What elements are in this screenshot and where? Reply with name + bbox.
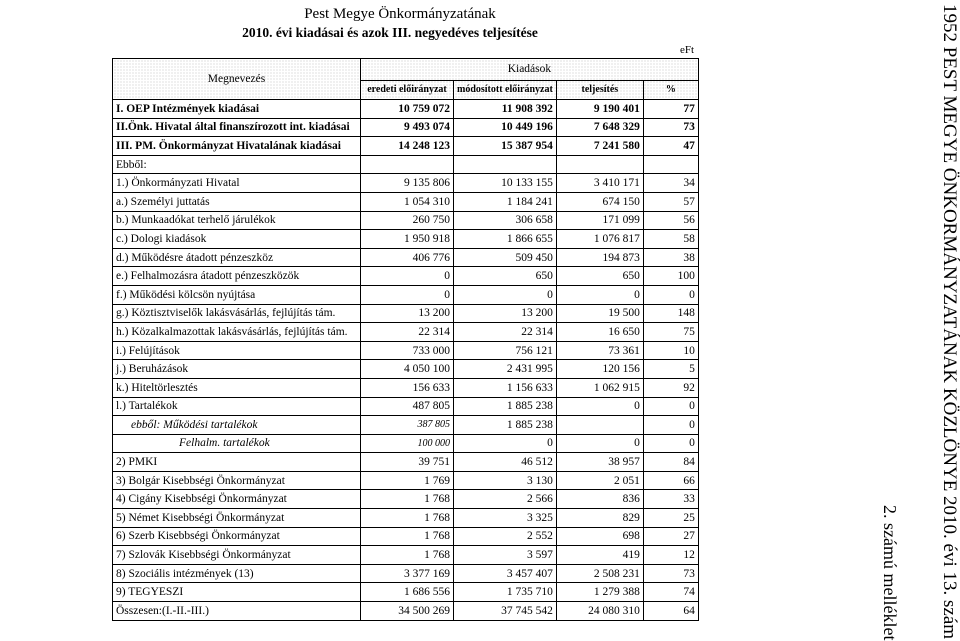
cell-c4: 25 [643, 509, 698, 528]
cell-c4: 0 [643, 397, 698, 416]
cell-c2: 2 552 [454, 527, 557, 546]
cell-name: g.) Köztisztviselők lakásvásárlás, fejlújítás tám. [113, 304, 361, 323]
cell-c3: 16 650 [556, 323, 643, 342]
table-row [113, 434, 699, 453]
cell-c1: 1 768 [361, 527, 454, 546]
cell-c3 [556, 155, 643, 174]
cell-c1: 487 805 [361, 397, 454, 416]
table-row [113, 100, 699, 119]
cell-name: 6) Szerb Kisebbségi Önkormányzat [113, 527, 361, 546]
header-c2: módosított előirányzat [454, 80, 557, 99]
cell-c4: 34 [643, 174, 698, 193]
cell-c1: 39 751 [361, 453, 454, 472]
cell-c2: 3 325 [454, 509, 557, 528]
cell-c4 [643, 155, 698, 174]
cell-c2: 10 133 155 [454, 174, 557, 193]
cell-c1: 3 377 169 [361, 564, 454, 583]
cell-c2: 10 449 196 [454, 118, 557, 137]
table-row [113, 285, 699, 304]
cell-name: 4) Cigány Kisebbségi Önkormányzat [113, 490, 361, 509]
cell-c1: 9 135 806 [361, 174, 454, 193]
cell-c2 [454, 155, 557, 174]
cell-c2: 1 735 710 [454, 583, 557, 602]
cell-c1: 34 500 269 [361, 602, 454, 621]
cell-c4: 10 [643, 341, 698, 360]
cell-c3: 2 051 [556, 471, 643, 490]
cell-c1: 387 805 [361, 416, 454, 435]
cell-c2: 37 745 542 [454, 602, 557, 621]
cell-c2: 2 566 [454, 490, 557, 509]
table-row [113, 416, 699, 435]
cell-name: III. PM. Önkormányzat Hivatalának kiadásai [113, 137, 361, 156]
header-c3: teljesítés [556, 80, 643, 99]
cell-c1: 9 493 074 [361, 118, 454, 137]
cell-c1: 406 776 [361, 248, 454, 267]
cell-c2: 0 [454, 285, 557, 304]
cell-c3: 1 279 388 [556, 583, 643, 602]
header-name: Megnevezés [113, 59, 361, 100]
cell-c2: 2 431 995 [454, 360, 557, 379]
cell-c4: 75 [643, 323, 698, 342]
table-row [113, 378, 699, 397]
cell-c4: 33 [643, 490, 698, 509]
side-annex: 2. számú melléklet [880, 505, 900, 641]
cell-name: h.) Közalkalmazottak lakásvásárlás, fejlújítás tám. [113, 323, 361, 342]
cell-c1: 22 314 [361, 323, 454, 342]
table-row [113, 192, 699, 211]
cell-c3: 38 957 [556, 453, 643, 472]
cell-c2: 1 156 633 [454, 378, 557, 397]
cell-c4: 57 [643, 192, 698, 211]
header-c1: eredeti előirányzat [361, 80, 454, 99]
cell-name: i.) Felújítások [113, 341, 361, 360]
table-row [113, 248, 699, 267]
cell-name: II.Önk. Hivatal által finanszírozott int. kiadásai [113, 118, 361, 137]
cell-c1: 156 633 [361, 378, 454, 397]
cell-c3: 7 241 580 [556, 137, 643, 156]
table-row [113, 453, 699, 472]
table-row [113, 341, 699, 360]
table-row [113, 471, 699, 490]
cell-c3 [556, 416, 643, 435]
cell-name: I. OEP Intézmények kiadásai [113, 100, 361, 119]
cell-c3: 194 873 [556, 248, 643, 267]
cell-c4: 56 [643, 211, 698, 230]
table-row [113, 602, 699, 621]
cell-c3: 120 156 [556, 360, 643, 379]
cell-c1: 260 750 [361, 211, 454, 230]
cell-c2: 756 121 [454, 341, 557, 360]
cell-c4: 12 [643, 546, 698, 565]
cell-c4: 0 [643, 434, 698, 453]
table-row [113, 174, 699, 193]
table-row [113, 546, 699, 565]
page-title: Pest Megye Önkormányzatának [304, 6, 496, 22]
cell-c3: 2 508 231 [556, 564, 643, 583]
cell-c1: 1 768 [361, 509, 454, 528]
table-row [113, 137, 699, 156]
cell-c4: 38 [643, 248, 698, 267]
cell-c1: 100 000 [361, 434, 454, 453]
cell-c4: 0 [643, 285, 698, 304]
cell-c1: 0 [361, 285, 454, 304]
cell-name: 8) Szociális intézmények (13) [113, 564, 361, 583]
header-group: Kiadások [361, 59, 699, 81]
cell-name: Összesen:(I.-II.-III.) [113, 602, 361, 621]
table-row [113, 267, 699, 286]
cell-c3: 674 150 [556, 192, 643, 211]
cell-name: b.) Munkaadókat terhelő járulékok [113, 211, 361, 230]
cell-c2: 13 200 [454, 304, 557, 323]
cell-c4: 92 [643, 378, 698, 397]
table-row [113, 583, 699, 602]
cell-c2: 1 184 241 [454, 192, 557, 211]
cell-c1: 1 768 [361, 490, 454, 509]
cell-c1 [361, 155, 454, 174]
cell-c1: 1 768 [361, 546, 454, 565]
cell-c4: 66 [643, 471, 698, 490]
cell-c1: 0 [361, 267, 454, 286]
cell-c3: 698 [556, 527, 643, 546]
cell-c2: 11 908 392 [454, 100, 557, 119]
cell-c3: 836 [556, 490, 643, 509]
cell-c4: 148 [643, 304, 698, 323]
cell-c3: 419 [556, 546, 643, 565]
cell-c1: 1 769 [361, 471, 454, 490]
cell-c1: 733 000 [361, 341, 454, 360]
cell-c2: 1 885 238 [454, 416, 557, 435]
table-row [113, 211, 699, 230]
cell-c4: 0 [643, 416, 698, 435]
cell-c3: 0 [556, 285, 643, 304]
cell-c2: 1 866 655 [454, 230, 557, 249]
cell-c4: 5 [643, 360, 698, 379]
cell-c1: 1 054 310 [361, 192, 454, 211]
cell-name: 5) Német Kisebbségi Önkormányzat [113, 509, 361, 528]
cell-c4: 47 [643, 137, 698, 156]
cell-c3: 3 410 171 [556, 174, 643, 193]
cell-name: a.) Személyi juttatás [113, 192, 361, 211]
cell-c1: 14 248 123 [361, 137, 454, 156]
cell-name: e.) Felhalmozásra átadott pénzeszközök [113, 267, 361, 286]
cell-name: 3) Bolgár Kisebbségi Önkormányzat [113, 471, 361, 490]
cell-c1: 1 950 918 [361, 230, 454, 249]
cell-c3: 650 [556, 267, 643, 286]
cell-c3: 829 [556, 509, 643, 528]
cell-c2: 3 130 [454, 471, 557, 490]
cell-name: f.) Működési kölcsön nyújtása [113, 285, 361, 304]
cell-c4: 27 [643, 527, 698, 546]
cell-c2: 650 [454, 267, 557, 286]
cell-c4: 64 [643, 602, 698, 621]
table-row [113, 304, 699, 323]
cell-name: Felhalm. tartalékok [113, 434, 361, 453]
cell-c3: 1 062 915 [556, 378, 643, 397]
page-subtitle: 2010. évi kiadásai és azok III. negyedéves teljesítése [242, 25, 538, 40]
cell-name: 7) Szlovák Kisebbségi Önkormányzat [113, 546, 361, 565]
cell-name: ebből: Működési tartalékok [113, 416, 361, 435]
table-row [113, 527, 699, 546]
cell-c3: 7 648 329 [556, 118, 643, 137]
cell-c3: 24 080 310 [556, 602, 643, 621]
table-row [113, 490, 699, 509]
cell-c4: 77 [643, 100, 698, 119]
cell-c3: 1 076 817 [556, 230, 643, 249]
unit-label: eFt [680, 44, 695, 56]
cell-c1: 10 759 072 [361, 100, 454, 119]
cell-c2: 3 597 [454, 546, 557, 565]
header-c4: % [643, 80, 698, 99]
cell-c3: 73 361 [556, 341, 643, 360]
table-row [113, 564, 699, 583]
table-row [113, 230, 699, 249]
table-row [113, 360, 699, 379]
cell-c4: 84 [643, 453, 698, 472]
cell-c2: 1 885 238 [454, 397, 557, 416]
cell-name: d.) Működésre átadott pénzeszköz [113, 248, 361, 267]
cell-c1: 4 050 100 [361, 360, 454, 379]
cell-name: 9) TEGYESZI [113, 583, 361, 602]
cell-c2: 22 314 [454, 323, 557, 342]
cell-c3: 171 099 [556, 211, 643, 230]
cell-name: k.) Hiteltörlesztés [113, 378, 361, 397]
cell-c3: 9 190 401 [556, 100, 643, 119]
cell-name: 2) PMKI [113, 453, 361, 472]
expenditure-table [112, 58, 699, 621]
cell-c4: 100 [643, 267, 698, 286]
cell-c2: 306 658 [454, 211, 557, 230]
cell-c4: 74 [643, 583, 698, 602]
cell-c3: 0 [556, 397, 643, 416]
cell-c2: 0 [454, 434, 557, 453]
side-header: 1952 PEST MEGYE ÖNKORMÁNYZATÁNAK KÖZLÖNYE 2010. évi 13. szám [939, 4, 960, 640]
cell-c4: 73 [643, 564, 698, 583]
table-row [113, 509, 699, 528]
cell-c1: 13 200 [361, 304, 454, 323]
table-row [113, 155, 699, 174]
cell-name: j.) Beruházások [113, 360, 361, 379]
table-row [113, 118, 699, 137]
cell-c2: 15 387 954 [454, 137, 557, 156]
cell-name: c.) Dologi kiadások [113, 230, 361, 249]
cell-c3: 0 [556, 434, 643, 453]
table-row [113, 397, 699, 416]
cell-c2: 3 457 407 [454, 564, 557, 583]
cell-name: l.) Tartalékok [113, 397, 361, 416]
cell-name: 1.) Önkormányzati Hivatal [113, 174, 361, 193]
cell-c3: 19 500 [556, 304, 643, 323]
cell-c4: 73 [643, 118, 698, 137]
cell-c4: 58 [643, 230, 698, 249]
cell-name: Ebből: [113, 155, 361, 174]
table-row [113, 323, 699, 342]
cell-c2: 509 450 [454, 248, 557, 267]
cell-c1: 1 686 556 [361, 583, 454, 602]
cell-c2: 46 512 [454, 453, 557, 472]
